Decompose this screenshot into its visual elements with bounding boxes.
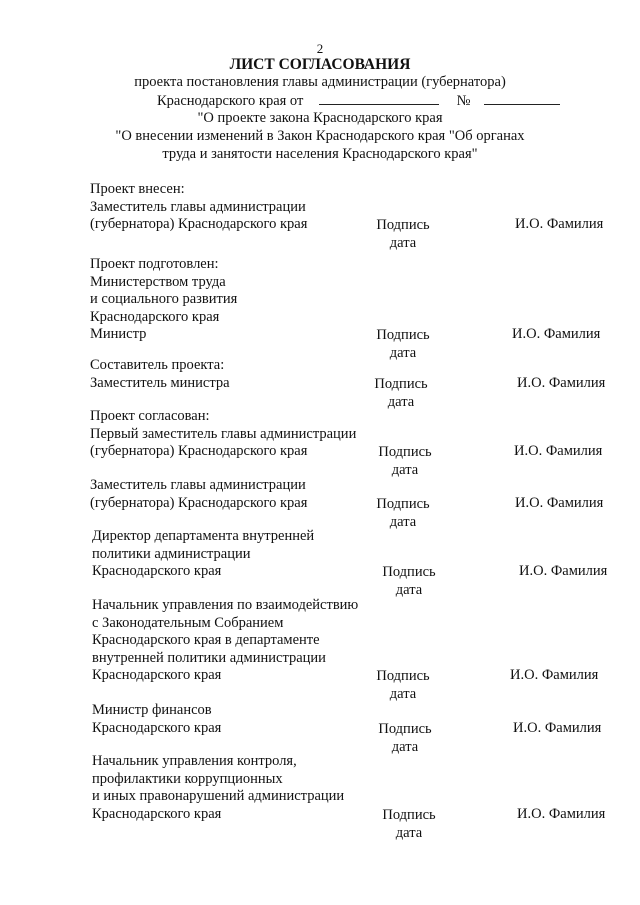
name-placeholder: И.О. Фамилия [515, 216, 604, 232]
date-label: дата [389, 235, 417, 251]
signature-field [375, 720, 435, 756]
page-number: 2 [316, 41, 324, 56]
position-line: (губернатора) Краснодарского края [90, 494, 308, 511]
number-blank [484, 92, 560, 105]
position-line: Министр финансов [92, 702, 212, 718]
position-line: Министр [90, 326, 147, 342]
position-line: политики администрации [92, 545, 251, 562]
position-line: Проект подготовлен: [90, 256, 219, 272]
position-line: Составитель проекта: [90, 357, 225, 373]
date-label: дата [395, 824, 423, 841]
signature-label: Подпись [378, 720, 432, 737]
signature-label: Подпись [376, 495, 430, 512]
name-placeholder: И.О. Фамилия [517, 374, 606, 391]
position-line: Заместитель главы администрации [90, 198, 306, 215]
name-placeholder: И.О. Фамилия [514, 443, 603, 459]
position-line: Краснодарского края [92, 563, 222, 579]
signature-field [375, 443, 435, 479]
signature-label: Подпись [376, 217, 430, 233]
name-placeholder: И.О. Фамилия [519, 563, 608, 579]
position-line: (губернатора) Краснодарского края [90, 443, 308, 459]
name-placeholder: И.О. Фамилия [510, 667, 599, 683]
date-label: дата [389, 686, 417, 702]
position-line: Заместитель министра [90, 374, 230, 391]
document-title: ЛИСТ СОГЛАСОВАНИЯ [229, 56, 411, 73]
name-placeholder: И.О. Фамилия [517, 805, 606, 822]
date-blank [319, 92, 439, 105]
signature-field [373, 495, 433, 531]
date-label: дата [389, 345, 417, 361]
position-line: Первый заместитель главы администрации [90, 425, 357, 442]
subtitle-line-3: "О проекте закона Краснодарского края [197, 110, 443, 126]
signature-field [379, 806, 439, 842]
signature-field [379, 563, 439, 599]
signature-label: Подпись [382, 564, 436, 580]
signature-label: Подпись [376, 327, 430, 343]
date-label: дата [395, 582, 423, 598]
signature-field [371, 375, 431, 411]
name-placeholder: И.О. Фамилия [515, 494, 604, 511]
signature-field [373, 216, 433, 252]
position-line: с Законодательным Собранием [92, 614, 284, 631]
subtitle-line-2 [157, 92, 560, 111]
subtitle-line-1: проекта постановления главы администрации (губернатора) [134, 74, 506, 90]
subtitle-line-5: труда и занятости населения Краснодарского края" [162, 146, 478, 162]
position-line: внутренней политики администрации [92, 649, 326, 666]
position-line: Министерством труда [90, 273, 226, 290]
date-label: дата [387, 393, 415, 410]
date-label: дата [391, 462, 419, 478]
subtitle-line-4: "О внесении изменений в Закон Краснодарского края "Об органах [115, 128, 525, 144]
position-line: Краснодарского края [92, 719, 222, 736]
position-line: Проект согласован: [90, 408, 210, 424]
signature-label: Подпись [376, 668, 430, 684]
date-label: дата [389, 513, 417, 530]
position-line: Краснодарского края [92, 805, 222, 822]
position-line: профилактики коррупционных [92, 770, 283, 787]
position-line: и иных правонарушений администрации [92, 788, 345, 804]
position-line: Краснодарского края [90, 308, 220, 325]
subtitle-date-prefix: Краснодарского края от [157, 93, 304, 109]
position-line: Заместитель главы администрации [90, 477, 306, 493]
signature-label: Подпись [382, 806, 436, 823]
position-line: Краснодарского края в департаменте [92, 632, 320, 648]
position-line: Проект внесен: [90, 181, 185, 197]
position-line: (губернатора) Краснодарского края [90, 216, 308, 232]
signature-label: Подпись [378, 444, 432, 460]
name-placeholder: И.О. Фамилия [512, 326, 601, 342]
position-line: Начальник управления контроля, [92, 753, 297, 769]
position-line: Директор департамента внутренней [92, 528, 315, 544]
signature-field [373, 326, 433, 362]
name-placeholder: И.О. Фамилия [513, 719, 602, 736]
position-line: и социального развития [90, 291, 238, 307]
signature-label: Подпись [374, 375, 428, 392]
position-line: Начальник управления по взаимодействию [92, 597, 359, 613]
position-line: Краснодарского края [92, 667, 222, 683]
number-sign: № [456, 93, 471, 109]
date-label: дата [391, 738, 419, 755]
signature-field [373, 667, 433, 703]
